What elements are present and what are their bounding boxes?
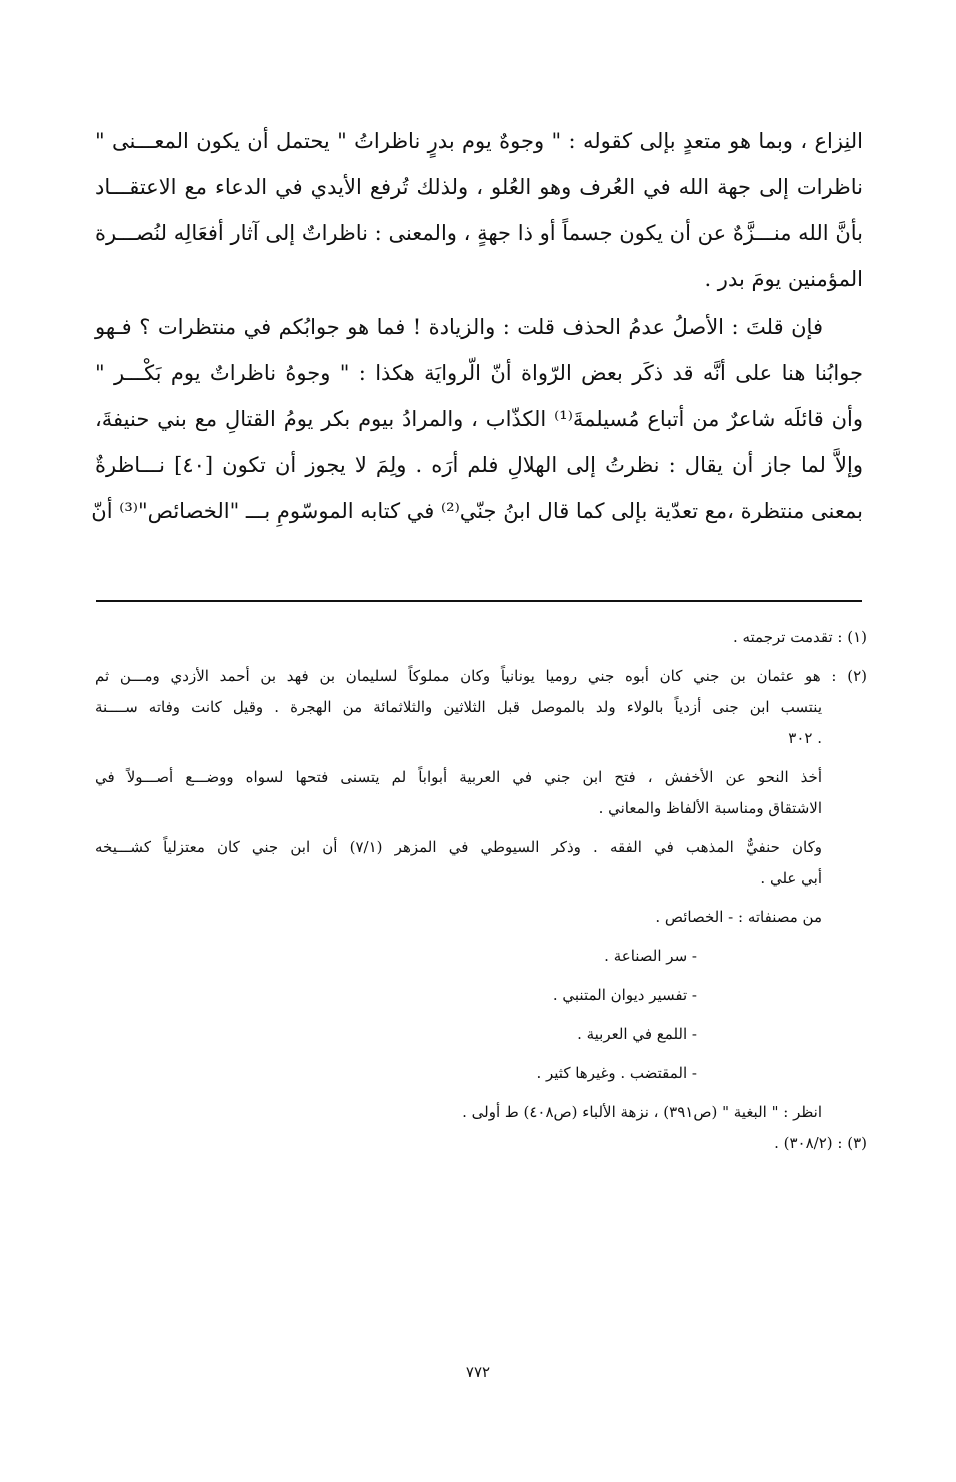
- body-line: ناظرات إلى جهة الله في العُرف وهو العُلو ، ولذلك تُرفع الأيدي في الدعاء مع الاعتقـــاد: [95, 175, 863, 199]
- body-line: بمعنى منتظرة ،مع تعدّية بإلى كما قال ابنُ جنّي⁽²⁾ في كتابه الموسّومِ بـــ "الخصائص"⁽³⁾ أنّ: [91, 499, 863, 523]
- footnote-3: (٣) : (٣٠٨/٢) .: [774, 1134, 867, 1152]
- works-list: [95, 941, 867, 1089]
- works-intro: من مصنفاته : - الخصائص .: [655, 908, 822, 926]
- works-list-item: - المقتضب . وغيرها كثير .: [536, 1064, 697, 1082]
- main-body-text: [91, 118, 864, 534]
- works-list-item: - اللمع في العربية .: [577, 1025, 697, 1043]
- footnotes: [95, 622, 867, 1159]
- body-line: فإن قلتَ : الأصلُ عدمُ الحذف قلت : والزيادة ! فما هو جوابُكم في منتظرات ؟ فـهو: [95, 315, 823, 339]
- footnote-1: (١) : تقدمت ترجمته .: [732, 628, 867, 646]
- works-list-item: - تفسير ديوان المتنبي .: [552, 986, 697, 1004]
- footnote-2-paragraph-line: الاشتقاق ومناسبة الألفاظ والمعاني .: [598, 799, 822, 817]
- footnote-2-paragraph-line: أخذ النحو عن الأخفش ، فتح ابن جني في العربية أبواباً لم يتسنى فتحها لسواه ووضـــع أصـــولاً في: [95, 768, 822, 786]
- page-number: ٧٧٢: [465, 1363, 491, 1381]
- body-line: بأنَّ الله منـــزَّهٌ عن أن يكون جسماً أو ذا جهةٍ ، والمعنى : ناظراتٌ إلى آثار أفعَالِه لنُصـــرة: [95, 221, 863, 245]
- works-list-item: - سر الصناعة .: [604, 947, 697, 965]
- footnote-2-line: (٢) : هو عثمان بن جني كان أبوه جني روميا يونانياً وكان مملوكاً لسليمان بن فهد بن أحمد الأزدي ومـــن ثم: [95, 667, 867, 685]
- reference-line: انظر : " البغية " (ص٣٩١) ، نزهة الألباء (ص٤٠٨) ط أولى .: [462, 1103, 822, 1121]
- footnote-2-line: . ٣٠٢: [788, 729, 822, 747]
- body-line: وأن قائلَه شاعرٌ من أتباع مُسيلمةَ⁽¹⁾ الكذّاب ، والمرادُ بيوم بكر يومُ القتالِ مع بني حنيفةَ،: [95, 407, 863, 431]
- footnote-2-line: ينتسب ابن جنى أزدياً بالولاء ولد بالموصل قبل الثلاثين والثلاثمائة من الهجرة . وقيل كانت وفاته ســــنة: [95, 698, 822, 716]
- footnote-2-paragraph-line: وكان حنفيٌّ المذهب في الفقه . وذكر السيوطي في المزهر (٧/١) أن ابن جني كان معتزلياً كشـــيخه: [95, 838, 822, 856]
- body-line: النِزاع ، وبما هو متعدٍ بإلى كقوله : " وجوهٌ يوم بدرٍ ناظراتُ " يحتمل أن يكون المعـــنى ": [95, 129, 863, 153]
- body-line: وإلاَّ لما جاز أن يقال : نظرتُ إلى الهلالِ فلم أرَه . ولِمَ لا يجوز أن تكون [٤٠] نـــاظرةٌ: [95, 453, 864, 477]
- footnote-2-paragraph-line: أبي علي .: [760, 869, 822, 887]
- body-line: جوابُنا هنا على أنَّه قد ذكَر بعض الرّواة أنّ الّروايَة هكذا : " وجوهُ ناظراتٌ يوم بَكْـــر ": [95, 361, 863, 385]
- footnote-separator: [96, 600, 862, 602]
- body-line: المؤمنين يومَ بدر .: [704, 267, 863, 291]
